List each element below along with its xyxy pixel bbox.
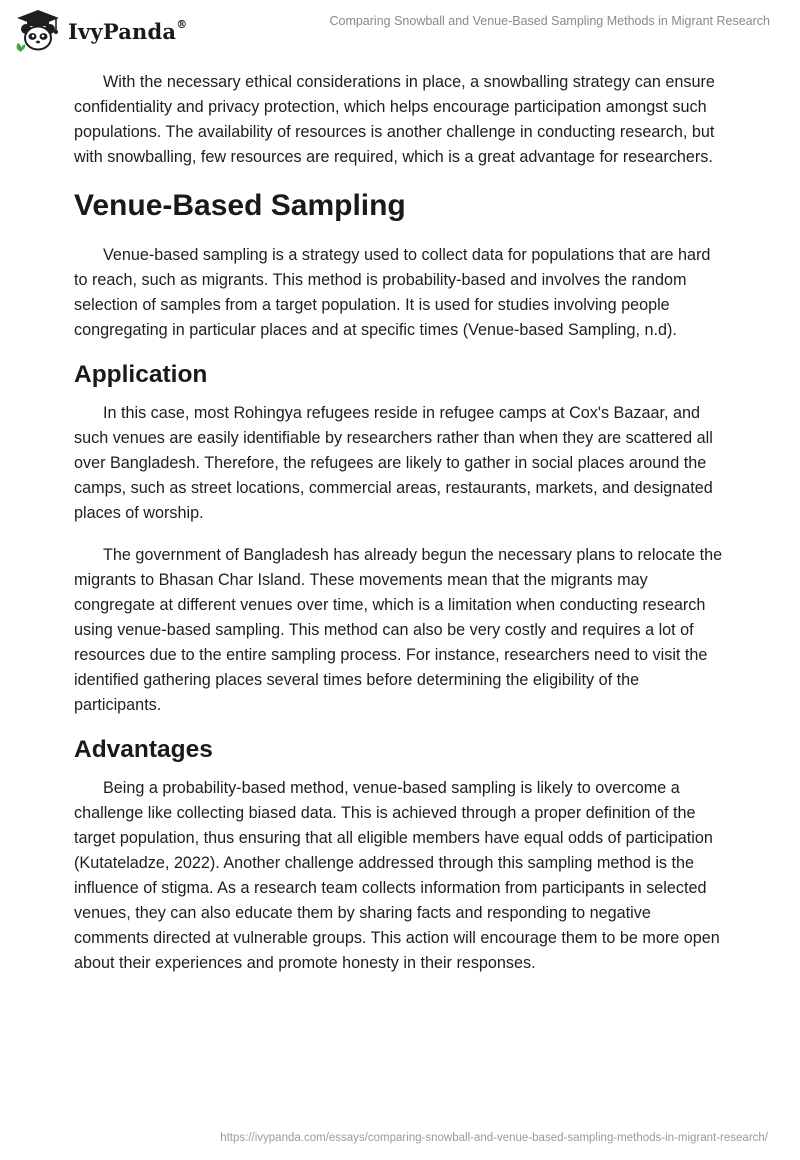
page-header: [0, 0, 800, 60]
logo-text: IvyPanda: [68, 18, 177, 44]
heading-advantages: Advantages: [74, 736, 213, 763]
document-title: Comparing Snowball and Venue-Based Sampling Methods in Migrant Research: [329, 14, 770, 28]
registered-mark: ®: [176, 17, 188, 31]
panda-mascot-icon: [14, 9, 62, 53]
ivypanda-logo[interactable]: [14, 9, 204, 53]
heading-application: Application: [74, 361, 208, 388]
heading-venue-based-sampling: Venue-Based Sampling: [74, 189, 406, 222]
source-url-link[interactable]: https://ivypanda.com/essays/comparing-snowball-and-venue-based-sampling-methods-in-migrant-research/: [220, 1132, 768, 1144]
intro-paragraph: With the necessary ethical considerations in place, a snowballing strategy can ensure confidentiality and privacy protection, which helps encourage participation amongst such populations. The availability of resources is another challenge in conducting research, but with snowballing, few resources are required, which is a great advantage for researchers.: [74, 73, 715, 166]
advantages-paragraph: Being a probability-based method, venue-based sampling is likely to overcome a challenge like collecting biased data. This is achieved through a proper definition of the target population, thus ensuring that all eligible members have equal odds of participation (Kutateladze, 2022). Another challenge addressed through this sampling method is the influence of stigma. As a research team collects information from participants in selected venues, they can also educate them by sharing facts and responding to negative comments directed at vulnerable groups. This action will encourage them to be more open about their experiences and promote honesty in their responses.: [74, 779, 720, 972]
application-paragraph-1: In this case, most Rohingya refugees reside in refugee camps at Cox's Bazaar, and such venues are easily identifiable by researchers rather than when they are scattered all over Bangladesh. Therefore, the refugees are likely to gather in social places around the camps, such as street locations, commercial areas, restaurants, markets, and designated places of worship.: [74, 404, 713, 522]
logo-wordmark: [68, 19, 187, 44]
venue-paragraph: Venue-based sampling is a strategy used to collect data for populations that are hard to reach, such as migrants. This method is probability-based and involves the random selection of samples from a target population. It is used for studies involving people congregating in particular places and at specific times (Venue-based Sampling, n.d).: [74, 246, 711, 339]
application-paragraph-2: The government of Bangladesh has already begun the necessary plans to relocate the migrants to Bhasan Char Island. These movements mean that the migrants may congregate at different venues over time, which is a limitation when conducting research using venue-based sampling. This method can also be very costly and requires a lot of resources due to the entire sampling process. For instance, researchers need to visit the identified gathering places several times before determining the eligibility of the participants.: [74, 546, 723, 714]
article-body: [74, 70, 724, 993]
